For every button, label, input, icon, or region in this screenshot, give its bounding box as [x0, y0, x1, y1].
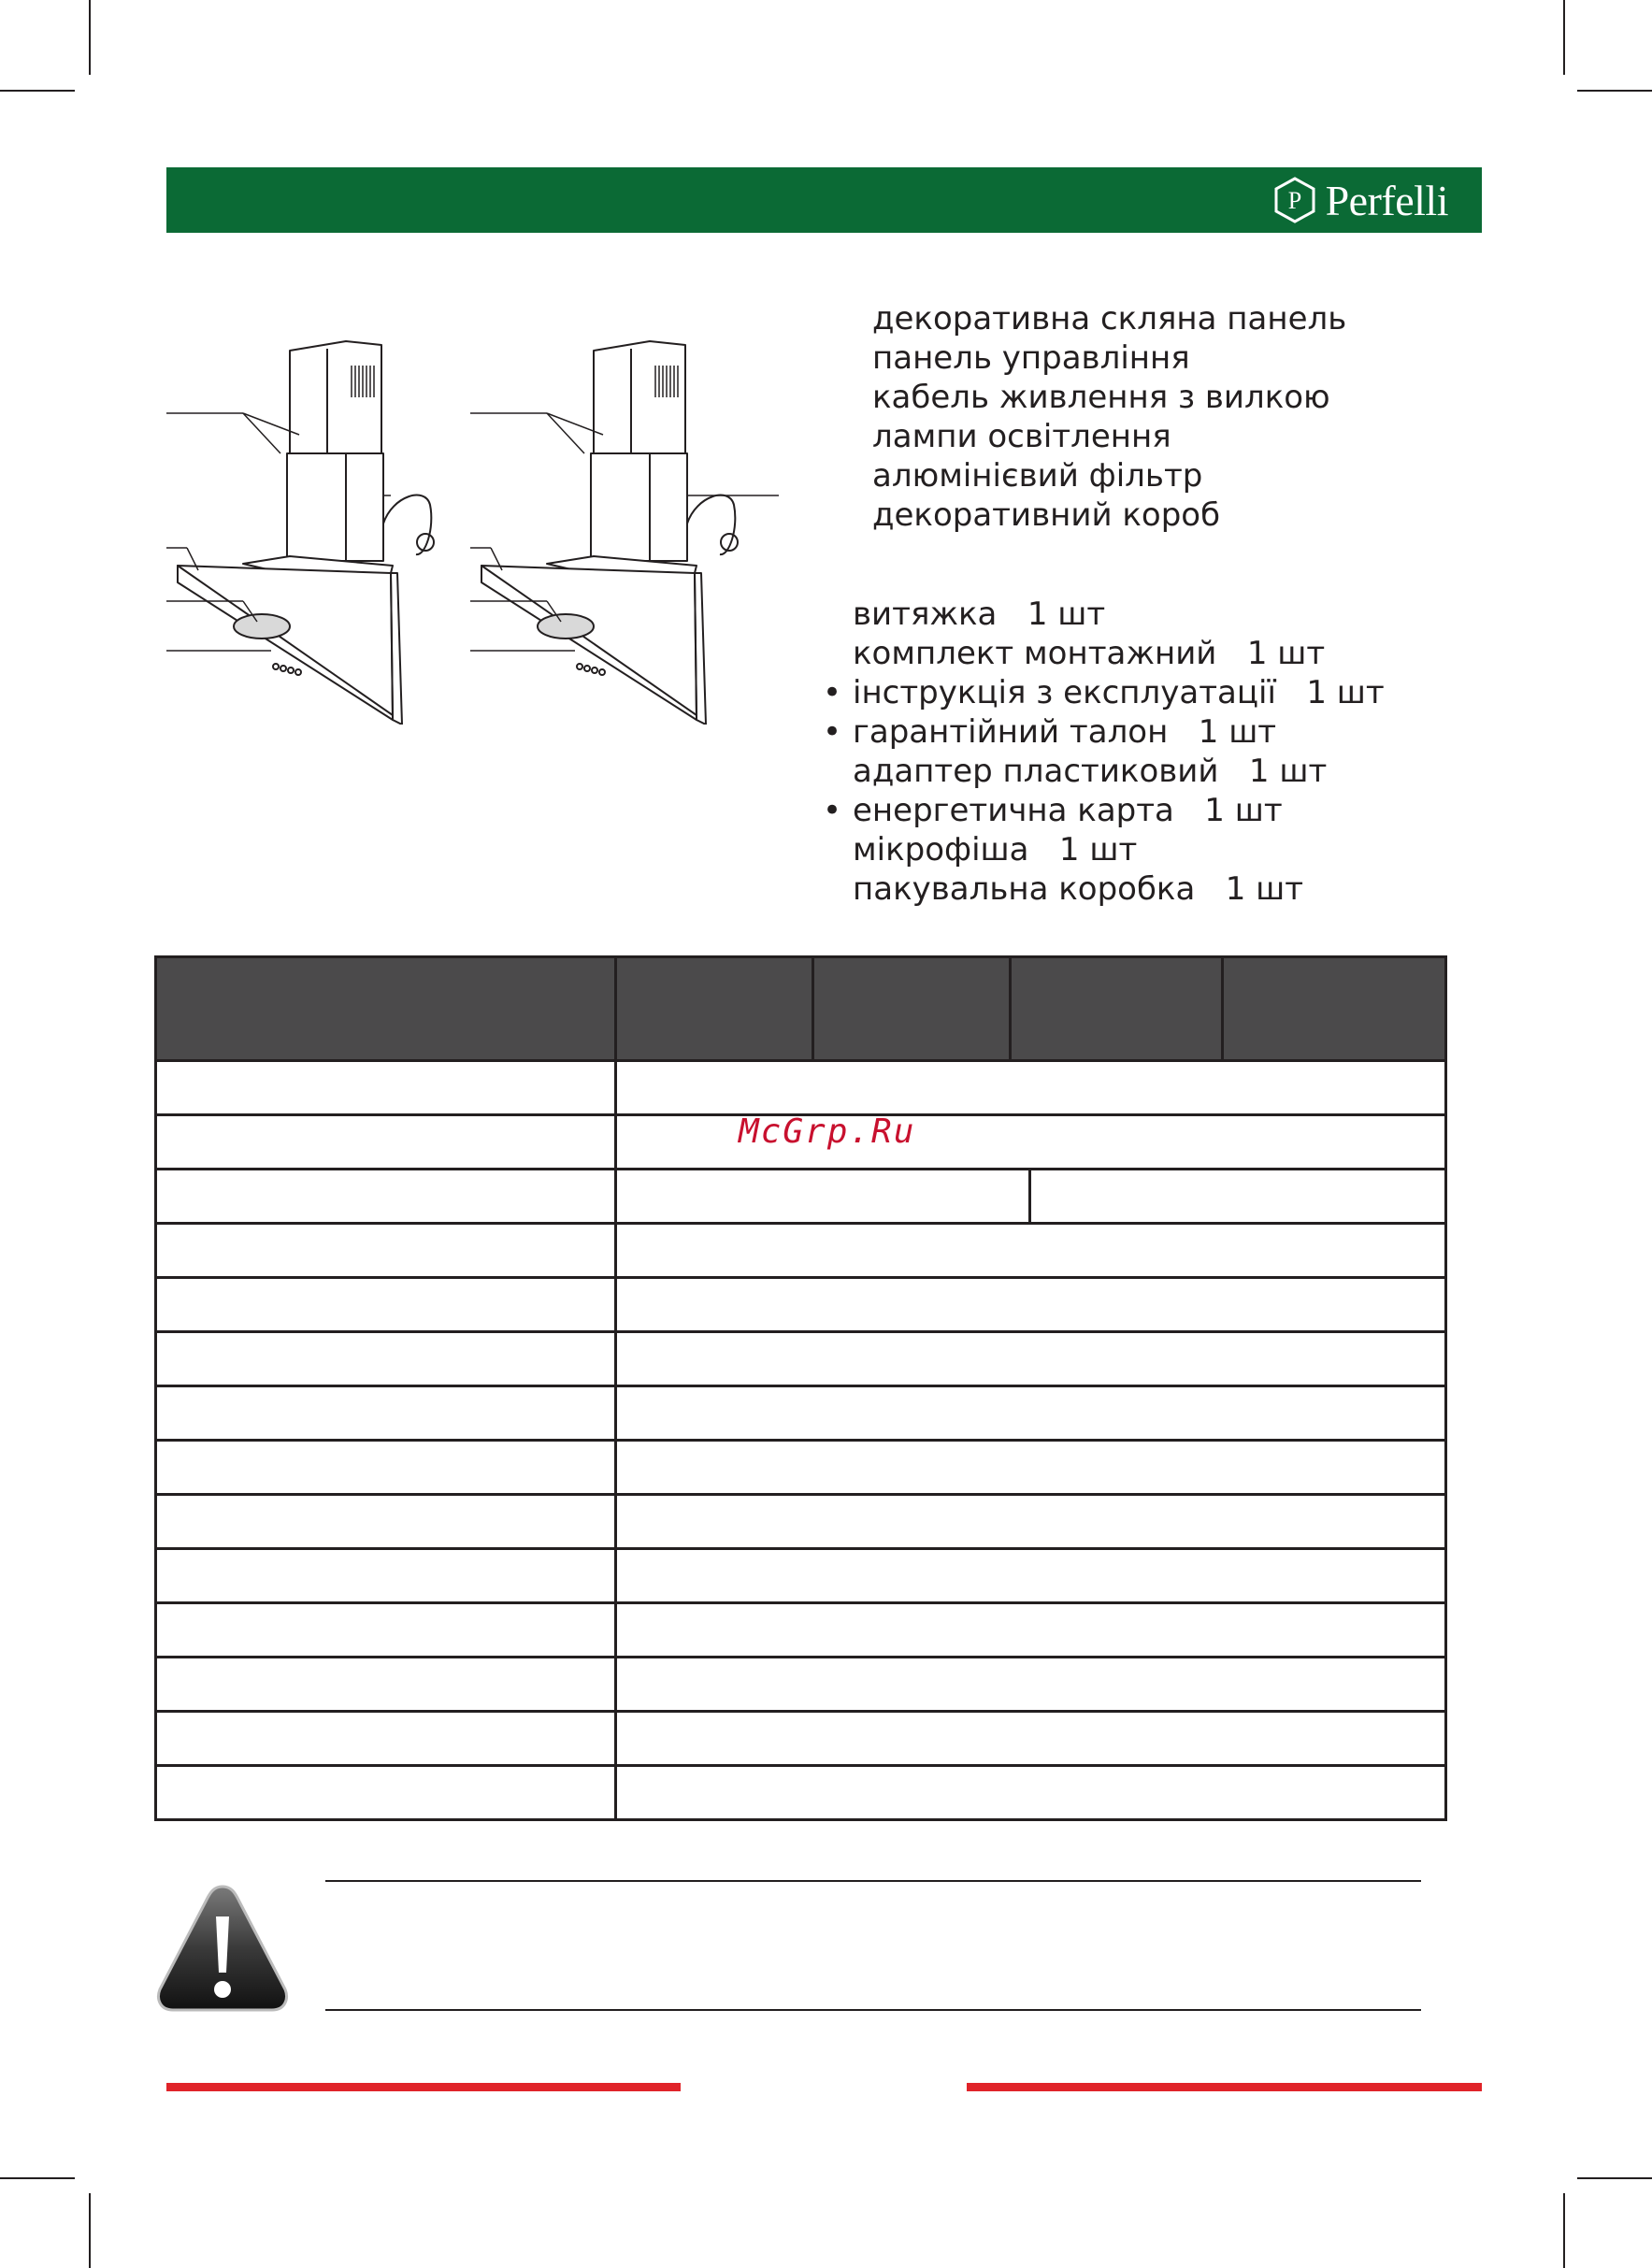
legend-item: декоративна скляна панель: [872, 300, 1347, 337]
legend-item: кабель живлення з вилкою: [872, 379, 1330, 416]
package-item-text: витяжка 1 шт: [853, 596, 1106, 633]
crop-mark: [89, 2193, 91, 2268]
package-item: [823, 595, 1385, 634]
table-cell: [156, 1115, 616, 1170]
table-cell: [616, 1766, 1446, 1820]
package-item: [823, 830, 1385, 869]
perfelli-emblem-icon: [1273, 177, 1316, 223]
package-item-text: адаптер пластиковий 1 шт: [853, 753, 1328, 790]
table-row: [156, 1549, 1446, 1603]
table-row: [156, 1278, 1446, 1332]
table-header-cell: [813, 957, 1011, 1061]
package-item: [823, 634, 1385, 673]
table-cell: [156, 1278, 616, 1332]
table-header-cell: [1011, 957, 1223, 1061]
package-item: [823, 869, 1385, 909]
legend-item: панель управління: [872, 339, 1190, 377]
table-row: [156, 1386, 1446, 1441]
bullet: •: [823, 792, 842, 829]
table-header-cell: [156, 957, 616, 1061]
hood-right: [481, 341, 738, 725]
crop-mark: [1577, 2177, 1652, 2179]
table-row: [156, 1495, 1446, 1549]
svg-text:P: P: [1287, 187, 1301, 214]
table-cell: [616, 1441, 1446, 1495]
table-cell: [616, 1278, 1446, 1332]
table-cell: [616, 1712, 1446, 1766]
package-contents: [823, 595, 1385, 909]
crop-mark: [0, 90, 75, 92]
legend-item: лампи освітлення: [872, 418, 1171, 455]
table-header-cell: [616, 957, 813, 1061]
table-cell: [156, 1766, 616, 1820]
table-header-cell: [1223, 957, 1446, 1061]
crop-mark: [1577, 90, 1652, 92]
header-band: [166, 167, 1482, 233]
package-item: [823, 712, 1385, 752]
crop-mark: [0, 2177, 75, 2179]
legend-item: декоративний короб: [872, 496, 1221, 534]
table-row: [156, 1603, 1446, 1658]
hood-diagram: [159, 332, 795, 725]
crop-mark: [1563, 0, 1565, 75]
package-item: [823, 673, 1385, 712]
table-cell: [156, 1603, 616, 1658]
package-item: [823, 752, 1385, 791]
table-cell: [156, 1224, 616, 1278]
table-row: [156, 1766, 1446, 1820]
table-row: [156, 1712, 1446, 1766]
table-cell: [156, 1712, 616, 1766]
table-cell: [156, 1061, 616, 1115]
table-cell: [616, 1603, 1446, 1658]
footer-red-line-right: [967, 2083, 1482, 2091]
bullet: •: [823, 674, 842, 711]
table-cell: [156, 1495, 616, 1549]
table-cell: [156, 1386, 616, 1441]
table-row: [156, 1332, 1446, 1386]
crop-mark: [89, 0, 91, 75]
table-cell: [616, 1658, 1446, 1712]
brand-logo: [1273, 177, 1448, 223]
table-cell: [156, 1332, 616, 1386]
table-cell: [616, 1332, 1446, 1386]
warning-rule-top: [325, 1880, 1421, 1882]
table-row: [156, 1170, 1446, 1224]
table-cell: [156, 1549, 616, 1603]
footer-red-line-left: [166, 2083, 681, 2091]
package-item-text: комплект монтажний 1 шт: [853, 635, 1326, 672]
table-row: [156, 1658, 1446, 1712]
table-row: [156, 1224, 1446, 1278]
package-item-text: інструкція з експлуатації 1 шт: [853, 674, 1385, 711]
hood-left: [178, 341, 434, 725]
legend-item: алюмінієвий фільтр: [872, 457, 1203, 495]
table-cell: [156, 1441, 616, 1495]
table-cell: [616, 1224, 1446, 1278]
table-header-row: [156, 957, 1446, 1061]
table-row: [156, 1441, 1446, 1495]
watermark: McGrp.Ru: [739, 1112, 916, 1151]
warning-icon: [152, 1879, 293, 2019]
table-row: [156, 1061, 1446, 1115]
package-item-text: пакувальна коробка 1 шт: [853, 870, 1304, 908]
package-item-text: енергетична карта 1 шт: [853, 792, 1283, 829]
package-item: [823, 791, 1385, 830]
warning-rule-bottom: [325, 2009, 1421, 2011]
table-cell: [156, 1658, 616, 1712]
component-legend: [872, 299, 1346, 535]
specifications-table: [154, 955, 1447, 1821]
table-cell: [156, 1170, 616, 1224]
table-cell: [616, 1386, 1446, 1441]
table-cell: [616, 1061, 1446, 1115]
crop-mark: [1563, 2193, 1565, 2268]
brand-name: Perfelli: [1325, 176, 1448, 224]
table-cell-split: [616, 1170, 1446, 1224]
bullet: •: [823, 713, 842, 751]
cell-divider: [1028, 1170, 1031, 1222]
package-item-text: гарантійний талон 1 шт: [853, 713, 1277, 751]
table-cell: [616, 1495, 1446, 1549]
package-item-text: мікрофіша 1 шт: [853, 831, 1138, 868]
table-cell: [616, 1549, 1446, 1603]
